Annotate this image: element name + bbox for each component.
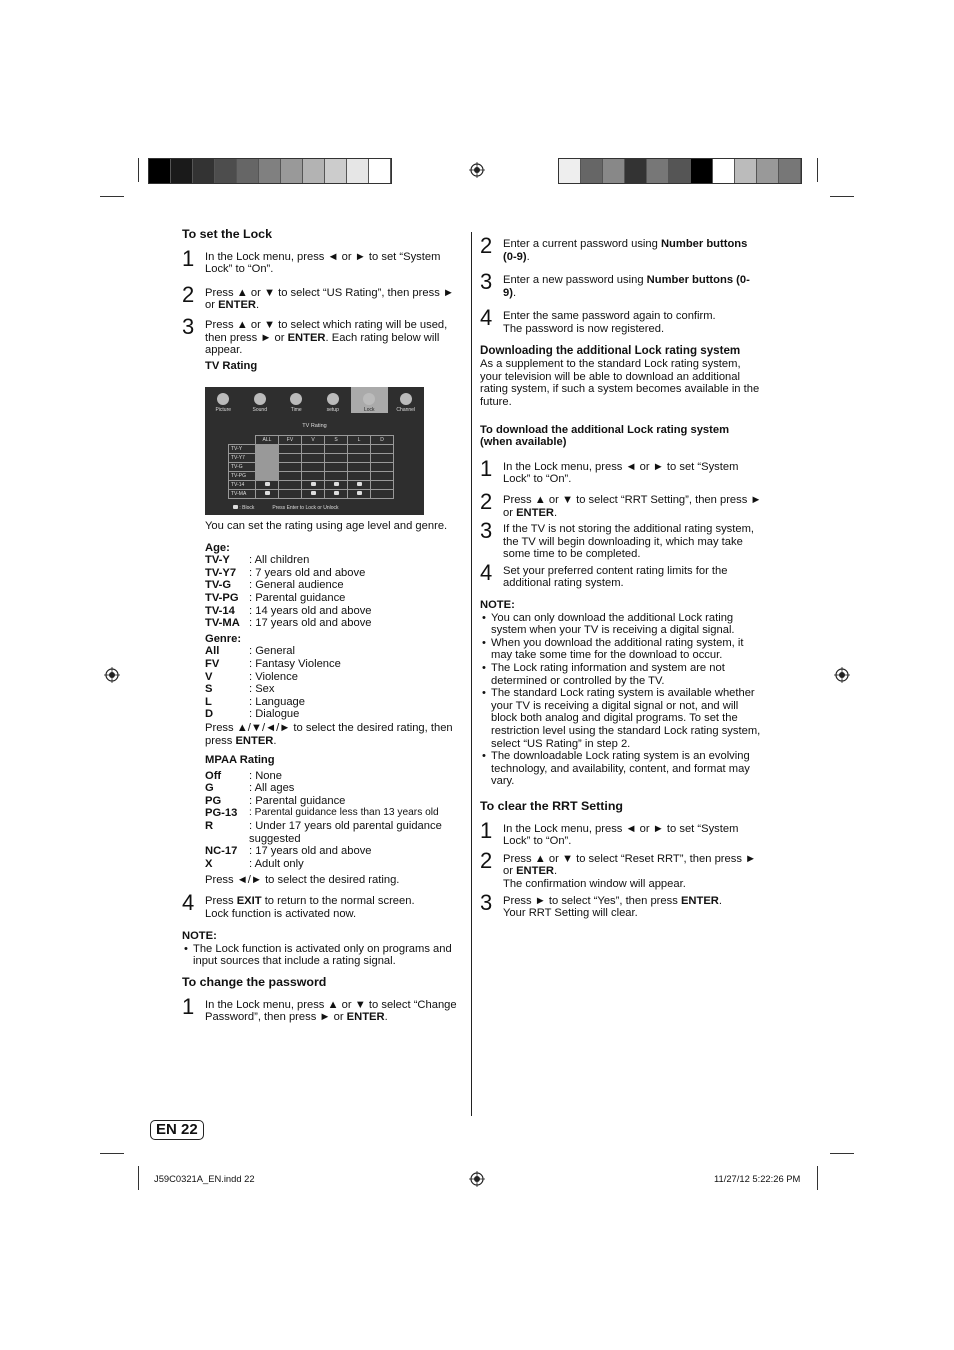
grid-row-label: TV-14 bbox=[229, 481, 256, 490]
definition-row bbox=[205, 592, 464, 605]
set-lock-step-2 bbox=[182, 281, 464, 312]
grid-row-label: TV-Y bbox=[229, 445, 256, 454]
crop-mark bbox=[138, 158, 139, 182]
grid-cell[interactable] bbox=[325, 445, 348, 454]
note-item: • The downloadable Lock rating system is an evolving technology, and availability, content, and format may vary. bbox=[480, 750, 762, 788]
tv-menu-icon-time bbox=[278, 387, 315, 413]
color-swatch bbox=[281, 159, 303, 183]
lock-icon bbox=[311, 491, 316, 495]
note-title: NOTE: bbox=[182, 930, 217, 943]
registration-mark-icon bbox=[104, 667, 120, 683]
crop-mark bbox=[100, 196, 124, 197]
right-note-list bbox=[480, 612, 762, 788]
color-swatch bbox=[259, 159, 281, 183]
download-text: As a supplement to the standard Lock rating system, your television will be able to download an additional rating system, if such a system becomes available in the future. bbox=[480, 358, 760, 408]
definition-row bbox=[205, 858, 464, 871]
password-step-4 bbox=[480, 305, 762, 335]
set-lock-title: To set the Lock bbox=[182, 227, 272, 241]
grid-header: S bbox=[325, 436, 348, 445]
definition-value: : Under 17 years old parental guidance suggested bbox=[249, 820, 442, 845]
channel-icon bbox=[400, 393, 412, 405]
color-swatch bbox=[647, 159, 669, 183]
color-swatch bbox=[625, 159, 647, 183]
definition-row bbox=[205, 567, 464, 580]
grid-cell[interactable] bbox=[302, 463, 325, 472]
definition-term: FV bbox=[205, 657, 220, 670]
age-title: Age: bbox=[205, 541, 230, 554]
definition-value: : General bbox=[249, 645, 296, 658]
color-bar-left bbox=[148, 158, 392, 184]
color-swatch bbox=[559, 159, 581, 183]
step-number: 2 bbox=[480, 488, 493, 514]
grid-cell[interactable] bbox=[325, 463, 348, 472]
tv-menu-icon-label: Picture bbox=[215, 407, 232, 413]
grid-header: FV bbox=[279, 436, 302, 445]
mpaa-title: MPAA Rating bbox=[205, 754, 275, 767]
definition-row bbox=[205, 795, 464, 808]
download-step-2 bbox=[480, 488, 762, 519]
time-icon bbox=[290, 393, 302, 405]
color-bar-right bbox=[558, 158, 802, 184]
step-number: 3 bbox=[182, 313, 195, 339]
definition-term: TV-MA bbox=[205, 617, 240, 630]
grid-header: L bbox=[348, 436, 371, 445]
step-number: 4 bbox=[480, 305, 493, 331]
page-number-badge: EN 22 bbox=[150, 1120, 204, 1140]
grid-cell[interactable] bbox=[302, 472, 325, 481]
definition-row bbox=[205, 708, 464, 721]
tv-rating-grid bbox=[228, 435, 394, 499]
note-item: • When you download the additional rating system, it may take some time for the download to occur. bbox=[480, 637, 762, 662]
grid-cell[interactable] bbox=[279, 481, 302, 490]
definition-row bbox=[205, 579, 464, 592]
lock-icon bbox=[357, 482, 362, 486]
tv-menu-icon-label: Time bbox=[290, 407, 302, 413]
step-text: Press ► to select “Yes”, then press ENTER. Your RRT Setting will clear. bbox=[503, 894, 722, 920]
lock-icon bbox=[265, 482, 270, 486]
genre-list bbox=[205, 645, 464, 721]
grid-cell[interactable] bbox=[325, 454, 348, 463]
color-swatch bbox=[735, 159, 757, 183]
definition-value: : 17 years old and above bbox=[249, 845, 372, 858]
tv-rating-menu-screenshot bbox=[205, 387, 424, 515]
grid-cell[interactable] bbox=[348, 454, 371, 463]
color-swatch bbox=[303, 159, 325, 183]
grid-cell[interactable] bbox=[256, 445, 279, 454]
change-password-step-1 bbox=[182, 993, 464, 1024]
tv-menu-icon-picture bbox=[205, 387, 242, 413]
download-step-1 bbox=[480, 455, 762, 486]
grid-cell[interactable] bbox=[279, 463, 302, 472]
password-step-3 bbox=[480, 269, 762, 299]
definition-row bbox=[205, 671, 464, 684]
definition-row bbox=[205, 683, 464, 696]
definition-term: X bbox=[205, 857, 213, 870]
footer-timestamp: 11/27/12 5:22:26 PM bbox=[714, 1173, 801, 1184]
definition-term: S bbox=[205, 683, 213, 696]
definition-row bbox=[205, 782, 464, 795]
rrt-step-2 bbox=[480, 847, 762, 891]
color-swatch bbox=[691, 159, 713, 183]
definition-value: : Parental guidance bbox=[249, 591, 346, 604]
definition-term: V bbox=[205, 670, 213, 683]
color-swatch bbox=[149, 159, 171, 183]
step-text: In the Lock menu, press ◄ or ► to set “System Lock” to “On”. bbox=[503, 822, 739, 848]
step-number: 1 bbox=[480, 455, 493, 481]
lock-icon bbox=[265, 491, 270, 495]
step-number: 3 bbox=[480, 889, 493, 915]
step-text: Enter a new password using Number buttons (0-9). bbox=[503, 274, 750, 299]
definition-term: PG bbox=[205, 794, 222, 807]
step-number: 1 bbox=[480, 817, 493, 843]
grid-cell[interactable] bbox=[325, 472, 348, 481]
tv-menu-icon-label: Sound bbox=[252, 407, 267, 413]
step-text: Enter a current password using Number buttons (0-9). bbox=[503, 238, 748, 263]
note-item: • The Lock function is activated only on programs and input sources that include a rating signal. bbox=[182, 943, 464, 968]
tv-menu-icon-bar bbox=[205, 387, 424, 413]
tv-footer-hint: Press Enter to Lock or Unlock bbox=[272, 505, 339, 511]
definition-value: : Parental guidance bbox=[249, 794, 346, 807]
definition-value: : Parental guidance less than 13 years old bbox=[249, 807, 439, 819]
lock-icon bbox=[334, 482, 339, 486]
note-item: • You can only download the additional Lock rating system when your TV is receiving a digital signal. bbox=[480, 612, 762, 637]
color-swatch bbox=[779, 159, 801, 183]
step-text: In the Lock menu, press ▲ or ▼ to select “Change Password”, then press ► or ENTER. bbox=[205, 998, 457, 1024]
color-swatch bbox=[215, 159, 237, 183]
definition-value: : All children bbox=[249, 554, 310, 567]
step-text: In the Lock menu, press ◄ or ► to set “System Lock” to “On”. bbox=[503, 460, 739, 486]
grid-row-label: TV-PG bbox=[229, 472, 256, 481]
crop-mark bbox=[817, 1166, 818, 1190]
rrt-step-1 bbox=[480, 817, 762, 848]
grid-cell[interactable] bbox=[256, 472, 279, 481]
tv-footer bbox=[233, 505, 339, 511]
grid-row-label: TV-Y7 bbox=[229, 454, 256, 463]
right-column bbox=[480, 232, 762, 920]
definition-value: : General audience bbox=[249, 579, 344, 592]
grid-cell[interactable] bbox=[302, 481, 325, 490]
grid-cell[interactable] bbox=[371, 472, 394, 481]
lock-icon bbox=[357, 491, 362, 495]
definition-value: : 7 years old and above bbox=[249, 566, 366, 579]
tv-screen-title: TV Rating bbox=[302, 423, 327, 429]
color-swatch bbox=[193, 159, 215, 183]
definition-term: TV-14 bbox=[205, 604, 235, 617]
crop-mark bbox=[830, 1153, 854, 1154]
download-steps-title: To download the additional Lock rating system (when available) bbox=[480, 423, 730, 449]
age-list bbox=[205, 554, 464, 630]
grid-cell[interactable] bbox=[348, 481, 371, 490]
color-swatch bbox=[581, 159, 603, 183]
crop-mark bbox=[817, 158, 818, 182]
set-lock-step-1 bbox=[182, 245, 464, 276]
registration-mark-icon bbox=[834, 667, 850, 683]
lock-icon bbox=[233, 505, 238, 509]
age-genre-intro: You can set the rating using age level and genre. bbox=[205, 520, 448, 532]
note-item: • The Lock rating information and system are not determined or controlled by the TV. bbox=[480, 662, 762, 687]
left-column bbox=[182, 228, 464, 372]
color-swatch bbox=[171, 159, 193, 183]
grid-cell[interactable] bbox=[256, 481, 279, 490]
registration-mark-icon bbox=[469, 162, 485, 178]
step-number: 3 bbox=[480, 518, 493, 544]
download-title: Downloading the additional Lock rating system bbox=[480, 343, 741, 357]
set-lock-step-3 bbox=[182, 313, 464, 357]
right-note-title: NOTE: bbox=[480, 599, 515, 612]
grid-cell[interactable] bbox=[348, 472, 371, 481]
registration-mark-icon bbox=[469, 1171, 485, 1187]
lock-icon bbox=[334, 491, 339, 495]
definition-value: : Sex bbox=[249, 683, 275, 696]
definition-term: TV-Y7 bbox=[205, 566, 237, 579]
tv-menu-icon-lock bbox=[351, 387, 388, 413]
grid-cell[interactable] bbox=[348, 490, 371, 499]
picture-icon bbox=[217, 393, 229, 405]
grid-cell[interactable] bbox=[371, 454, 394, 463]
definition-row bbox=[205, 845, 464, 858]
download-step-4 bbox=[480, 559, 762, 590]
definition-value: : Dialogue bbox=[249, 708, 300, 721]
step-number: 4 bbox=[182, 890, 195, 916]
definition-term: TV-Y bbox=[205, 554, 230, 567]
definition-row bbox=[205, 820, 464, 845]
grid-cell[interactable] bbox=[279, 445, 302, 454]
left-column-lower bbox=[182, 520, 464, 1024]
setup-icon bbox=[327, 393, 339, 405]
step-number: 1 bbox=[182, 245, 195, 271]
grid-corner bbox=[229, 436, 256, 445]
definition-term: NC-17 bbox=[205, 845, 238, 858]
definition-value: : Language bbox=[249, 695, 305, 708]
tv-footer-block: : Block bbox=[233, 505, 254, 511]
lock-icon bbox=[311, 482, 316, 486]
set-lock-step-4 bbox=[182, 890, 464, 920]
download-step-3 bbox=[480, 518, 762, 561]
definition-row bbox=[205, 658, 464, 671]
definition-row bbox=[205, 605, 464, 618]
step-number: 2 bbox=[480, 847, 493, 873]
color-swatch bbox=[369, 159, 391, 183]
definition-term: TV-G bbox=[205, 579, 232, 592]
step-text: Enter the same password again to confirm. The password is now registered. bbox=[503, 310, 716, 335]
tv-menu-icon-label: setup bbox=[326, 407, 339, 413]
definition-term: PG-13 bbox=[205, 807, 238, 820]
step-text: Press ▲ or ▼ to select “RRT Setting”, then press ► or ENTER. bbox=[503, 493, 762, 519]
grid-cell[interactable] bbox=[302, 454, 325, 463]
definition-row bbox=[205, 645, 464, 658]
note-item: • The standard Lock rating system is available whether your TV is receiving a digital signal or not, and will block both analog and digital programs. To set the restriction level using the standard Lock rating system, select “US Rating” in step 2. bbox=[480, 687, 762, 750]
crop-mark bbox=[830, 196, 854, 197]
grid-cell[interactable] bbox=[325, 481, 348, 490]
definition-term: Off bbox=[205, 769, 222, 782]
definition-term: L bbox=[205, 695, 212, 708]
definition-value: : 17 years old and above bbox=[249, 617, 372, 630]
color-swatch bbox=[347, 159, 369, 183]
color-swatch bbox=[757, 159, 779, 183]
definition-value: : Violence bbox=[249, 670, 298, 683]
grid-header: D bbox=[371, 436, 394, 445]
step-text: Press ▲ or ▼ to select which rating will be used, then press ► or ENTER. Each rating below will appear. bbox=[205, 318, 448, 357]
grid-header: ALL bbox=[256, 436, 279, 445]
grid-cell[interactable] bbox=[256, 454, 279, 463]
definition-row bbox=[205, 617, 464, 630]
crop-mark bbox=[100, 1153, 124, 1154]
definition-value: : 14 years old and above bbox=[249, 604, 372, 617]
note-list bbox=[182, 943, 464, 968]
lock-icon bbox=[363, 393, 375, 405]
tv-menu-icon-label: Channel bbox=[396, 407, 416, 413]
rrt-step-3 bbox=[480, 889, 762, 920]
step-number: 2 bbox=[182, 281, 195, 307]
step-number: 1 bbox=[182, 993, 195, 1019]
step-text: Press EXIT to return to the normal screen. Lock function is activated now. bbox=[205, 895, 415, 920]
definition-term: TV-PG bbox=[205, 591, 239, 604]
grid-cell[interactable] bbox=[302, 490, 325, 499]
step-text: Press ▲ or ▼ to select “US Rating”, then press ► or ENTER. bbox=[205, 286, 454, 312]
tv-rating-title: TV Rating bbox=[205, 359, 258, 372]
color-swatch bbox=[325, 159, 347, 183]
press-select-text: Press ▲/▼/◄/► to select the desired rating, then press ENTER. bbox=[205, 721, 453, 747]
grid-cell[interactable] bbox=[256, 490, 279, 499]
tv-menu-icon-channel bbox=[388, 387, 425, 413]
definition-term: G bbox=[205, 782, 214, 795]
definition-value: : None bbox=[249, 769, 282, 782]
step-text: If the TV is not storing the additional rating system, the TV will begin downloading it, which may take some time to be completed. bbox=[503, 523, 755, 561]
grid-cell[interactable] bbox=[279, 490, 302, 499]
grid-cell[interactable] bbox=[279, 454, 302, 463]
grid-cell[interactable] bbox=[279, 472, 302, 481]
color-swatch bbox=[669, 159, 691, 183]
grid-cell[interactable] bbox=[371, 481, 394, 490]
color-swatch bbox=[237, 159, 259, 183]
definition-term: All bbox=[205, 645, 220, 658]
tv-menu-icon-setup bbox=[315, 387, 352, 413]
crop-mark bbox=[138, 1166, 139, 1190]
definition-term: D bbox=[205, 708, 214, 721]
definition-row bbox=[205, 770, 464, 783]
definition-term: R bbox=[205, 820, 214, 833]
step-text: Press ▲ or ▼ to select “Reset RRT”, then press ► or ENTER. The confirmation window will appear. bbox=[503, 852, 757, 890]
genre-title: Genre: bbox=[205, 632, 242, 645]
definition-row bbox=[205, 807, 464, 820]
password-step-2 bbox=[480, 233, 762, 263]
clear-rrt-title: To clear the RRT Setting bbox=[480, 798, 623, 813]
step-number: 3 bbox=[480, 269, 493, 295]
grid-header: V bbox=[302, 436, 325, 445]
definition-value: : Adult only bbox=[249, 857, 304, 870]
grid-cell[interactable] bbox=[348, 463, 371, 472]
step-number: 2 bbox=[480, 233, 493, 258]
definition-value: : Fantasy Violence bbox=[249, 657, 341, 670]
definition-row bbox=[205, 554, 464, 567]
tv-menu-icon-label: Lock bbox=[363, 407, 375, 413]
grid-row-label: TV-MA bbox=[229, 490, 256, 499]
tv-menu-icon-sound bbox=[242, 387, 279, 413]
color-swatch bbox=[713, 159, 735, 183]
grid-cell[interactable] bbox=[256, 463, 279, 472]
grid-cell[interactable] bbox=[325, 490, 348, 499]
column-divider bbox=[471, 232, 472, 1116]
grid-cell[interactable] bbox=[371, 445, 394, 454]
color-swatch bbox=[603, 159, 625, 183]
grid-cell[interactable] bbox=[302, 445, 325, 454]
sound-icon bbox=[254, 393, 266, 405]
grid-row-label: TV-G bbox=[229, 463, 256, 472]
mpaa-list bbox=[205, 770, 464, 871]
step-number: 4 bbox=[480, 559, 493, 585]
step-text: Set your preferred content rating limits for the additional rating system. bbox=[503, 564, 728, 590]
definition-row bbox=[205, 696, 464, 709]
change-password-title: To change the password bbox=[182, 975, 327, 989]
grid-cell[interactable] bbox=[371, 463, 394, 472]
mpaa-press-text: Press ◄/► to select the desired rating. bbox=[205, 874, 400, 887]
grid-cell[interactable] bbox=[371, 490, 394, 499]
step-text: In the Lock menu, press ◄ or ► to set “System Lock” to “On”. bbox=[205, 250, 441, 276]
grid-cell[interactable] bbox=[348, 445, 371, 454]
definition-value: : All ages bbox=[249, 782, 295, 795]
footer-filename: J59C0321A_EN.indd 22 bbox=[154, 1173, 255, 1184]
